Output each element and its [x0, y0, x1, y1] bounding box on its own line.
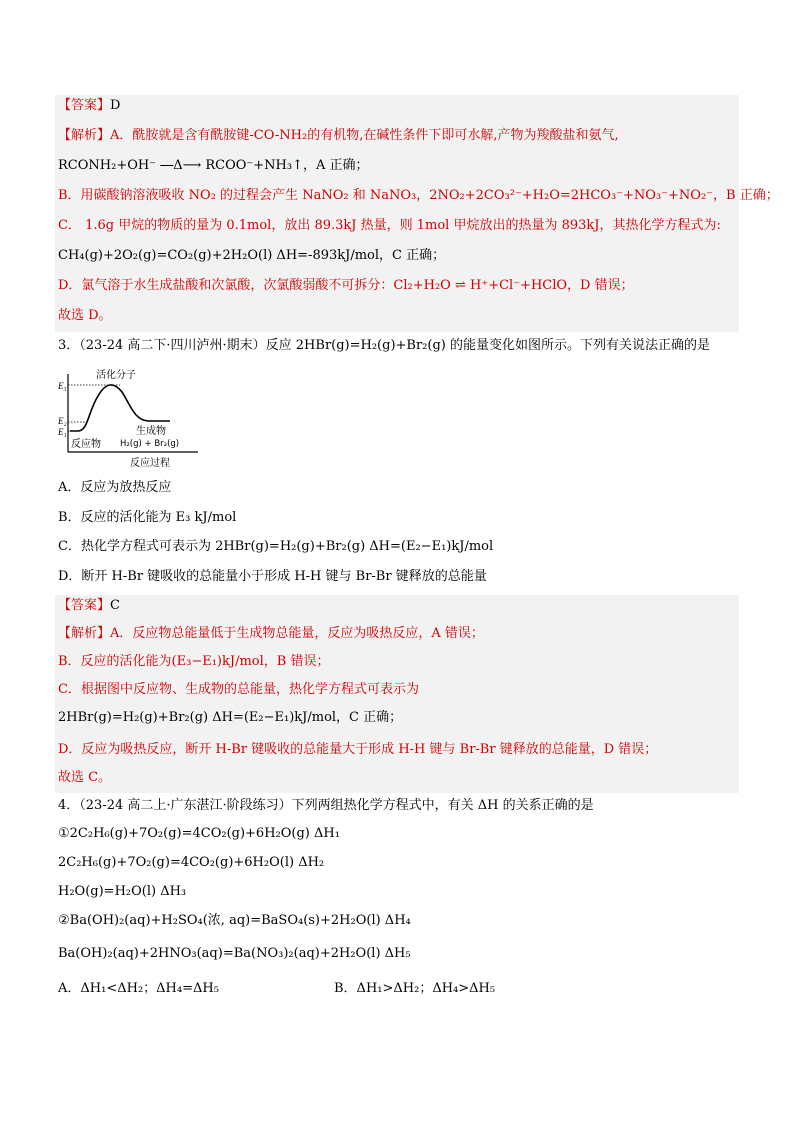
e1-label: E₁	[58, 427, 67, 437]
q2-analysis-line-b: B．用碳酸钠溶液吸收 NO₂ 的过程会产生 NaNO₂ 和 NaNO₃，2NO₂+2CO₃²⁻+H₂O=2HCO₃⁻+NO₃⁻+NO₂⁻，B 正确；	[58, 188, 779, 203]
q2-conclusion: 故选 D。	[58, 308, 112, 323]
q3-option-c: C．热化学方程式可表示为 2HBr(g)=H₂(g)+Br₂(g) ΔH=(E₂−E₁)kJ/mol	[58, 539, 494, 554]
e3-label: E₃	[58, 381, 67, 391]
q2-analysis-line-c: C． 1.6g 甲烷的物质的量为 0.1mol，放出 89.3kJ 热量，则 1mol 甲烷放出的热量为 893kJ，其热化学方程式为:	[58, 218, 721, 233]
q4-stem: 4．（23-24 高二上·广东湛江·阶段练习）下列两组热化学方程式中，有关 ΔH 的关系正确的是	[58, 798, 594, 813]
reactant-label: 反应物	[71, 439, 101, 450]
q4-equation-5: Ba(OH)₂(aq)+2HNO₃(aq)=Ba(NO₃)₂(aq)+2H₂O(l) ΔH₅	[58, 946, 411, 961]
q3-analysis-line-b: B．反应的活化能为(E₃−E₁)kJ/mol，B 错误；	[58, 654, 330, 669]
energy-diagram	[58, 368, 208, 468]
q3-analysis-line-d: D．反应为吸热反应，断开 H-Br 键吸收的总能量大于形成 H-H 键与 Br-Br 键释放的总能量，D 错误；	[58, 742, 658, 757]
q2-analysis-line-a: 【解析】A．酰胺就是含有酰胺键-CO-NH₂的有机物,在碱性条件下即可水解,产物为羧酸盐和氨气,	[58, 128, 619, 143]
q3-conclusion: 故选 C。	[58, 770, 112, 785]
e2-label: E₂	[58, 416, 67, 426]
q4-equation-2: 2C₂H₆(g)+7O₂(g)=4CO₂(g)+6H₂O(l) ΔH₂	[58, 855, 325, 870]
activated-molecule-label: 活化分子	[96, 370, 136, 381]
q2-analysis-line-c-eq: CH₄(g)+2O₂(g)=CO₂(g)+2H₂O(l) ΔH=-893kJ/mol，C 正确；	[58, 248, 446, 263]
q3-analysis-line-c: C．根据图中反应物、生成物的总能量，热化学方程式可表示为	[58, 682, 419, 697]
q4-equation-4: ②Ba(OH)₂(aq)+H₂SO₄(浓, aq)=BaSO₄(s)+2H₂O(l) ΔH₄	[58, 913, 411, 928]
product-formula-label: H₂(g) + Br₂(g)	[120, 439, 180, 449]
q3-analysis-line-c-eq: 2HBr(g)=H₂(g)+Br₂(g) ΔH=(E₂−E₁)kJ/mol，C 正确；	[58, 710, 403, 725]
q3-option-d: D．断开 H-Br 键吸收的总能量小于形成 H-H 键与 Br-Br 键释放的总能量	[58, 569, 487, 584]
q3-option-b: B．反应的活化能为 E₃ kJ/mol	[58, 510, 237, 525]
q4-equation-1: ①2C₂H₆(g)+7O₂(g)=4CO₂(g)+6H₂O(g) ΔH₁	[58, 826, 340, 841]
product-label: 生成物	[136, 426, 166, 437]
q2-analysis-line-a-eq: RCONH₂+OH⁻ ⎯⎯Δ⟶ RCOO⁻+NH₃↑，A 正确；	[58, 158, 369, 173]
energy-curve	[70, 385, 170, 431]
q3-stem: 3．（23-24 高二下·四川泸州·期末）反应 2HBr(g)=H₂(g)+Br₂(g) 的能量变化如图所示。下列有关说法正确的是	[58, 338, 710, 353]
q3-answer: 【答案】C	[58, 598, 120, 613]
q3-analysis-line-a: 【解析】A．反应物总能量低于生成物总能量，反应为吸热反应，A 错误；	[58, 626, 484, 641]
q2-answer: 【答案】D	[58, 98, 121, 113]
q4-option-b: B．ΔH₁>ΔH₂；ΔH₄>ΔH₅	[334, 981, 496, 996]
x-axis-label: 反应过程	[130, 458, 170, 468]
q2-analysis-line-d: D．氯气溶于水生成盐酸和次氯酸，次氯酸弱酸不可拆分：Cl₂+H₂O ⇌ H⁺+Cl⁻+HClO，D 错误；	[58, 278, 634, 293]
q3-option-a: A．反应为放热反应	[58, 480, 172, 495]
q4-option-a: A．ΔH₁<ΔH₂；ΔH₄=ΔH₅	[58, 981, 219, 996]
q4-equation-3: H₂O(g)=H₂O(l) ΔH₃	[58, 884, 187, 899]
